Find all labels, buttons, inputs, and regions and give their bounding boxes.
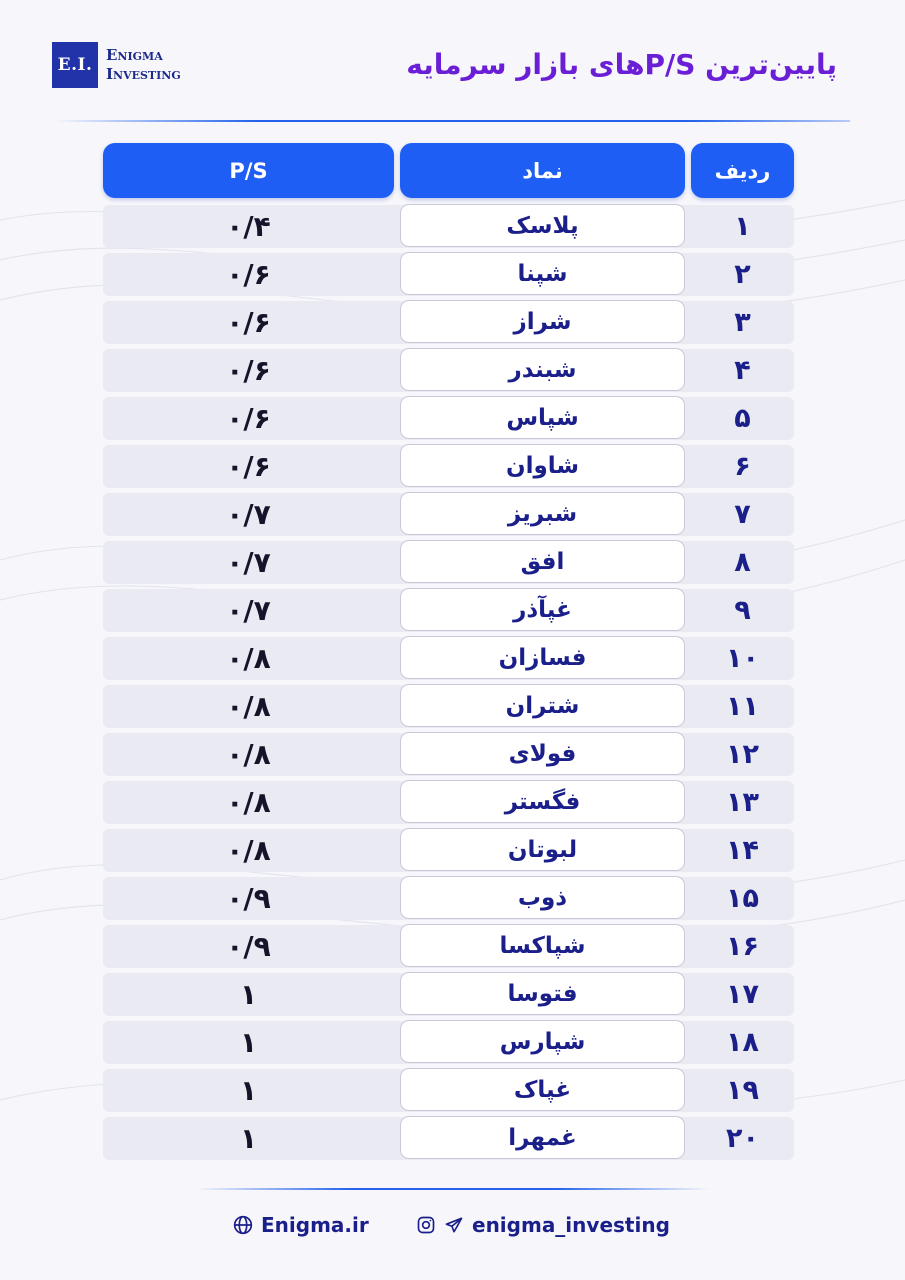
ps-value: ۰/۸ <box>226 738 271 771</box>
column-header-ps: P/S <box>103 143 394 198</box>
symbol-cell: لبوتان <box>400 828 685 871</box>
symbol-cell: شاوان <box>400 444 685 487</box>
rank-cell: ۱ <box>734 211 751 242</box>
symbol-cell: ذوب <box>400 876 685 919</box>
ps-value: ۱ <box>239 978 258 1011</box>
header-divider <box>55 120 850 122</box>
symbol-cell: شپنا <box>400 252 685 295</box>
page-title: پایین‌ترین P/Sهای بازار سرمایه <box>406 48 837 81</box>
rank-cell: ۱۱ <box>726 691 759 722</box>
table-row <box>103 491 794 539</box>
rank-cell: ۳ <box>734 307 751 338</box>
logo-line-2: Investing <box>106 65 181 83</box>
rank-cell: ۶ <box>734 451 751 482</box>
symbol-cell: غپاک <box>400 1068 685 1111</box>
column-header-symbol: نماد <box>400 143 685 198</box>
rank-cell: ۴ <box>734 355 751 386</box>
table-row <box>103 251 794 299</box>
ps-value: ۰/۸ <box>226 834 271 867</box>
table-row <box>103 635 794 683</box>
symbol-cell: شپارس <box>400 1020 685 1063</box>
ps-value: ۱ <box>239 1074 258 1107</box>
symbol-cell: افق <box>400 540 685 583</box>
website-text[interactable]: Enigma.ir <box>261 1213 369 1237</box>
rank-cell: ۱۹ <box>726 1075 759 1106</box>
ps-value: ۰/۷ <box>226 546 271 579</box>
globe-icon <box>233 1215 253 1235</box>
table-row <box>103 587 794 635</box>
rank-cell: ۹ <box>734 595 751 626</box>
ps-value: ۰/۹ <box>226 930 271 963</box>
symbol-cell: شبندر <box>400 348 685 391</box>
footer-website[interactable] <box>233 1207 369 1243</box>
ps-value: ۰/۸ <box>226 690 271 723</box>
table-row <box>103 443 794 491</box>
footer-divider <box>195 1188 710 1190</box>
table-row <box>103 1115 794 1163</box>
ps-value: ۰/۸ <box>226 642 271 675</box>
symbol-cell: شپاکسا <box>400 924 685 967</box>
table-row <box>103 299 794 347</box>
table-row <box>103 731 794 779</box>
symbol-cell: شپاس <box>400 396 685 439</box>
logo-mark: E.I. <box>52 42 98 88</box>
symbol-cell: شراز <box>400 300 685 343</box>
rank-cell: ۵ <box>734 403 751 434</box>
symbol-cell: غمهرا <box>400 1116 685 1159</box>
rank-cell: ۷ <box>734 499 751 530</box>
symbol-cell: فسازان <box>400 636 685 679</box>
rank-cell: ۸ <box>734 547 751 578</box>
telegram-icon <box>444 1215 464 1235</box>
symbol-cell: فتوسا <box>400 972 685 1015</box>
instagram-icon <box>416 1215 436 1235</box>
symbol-cell: پلاسک <box>400 204 685 247</box>
ps-value: ۰/۶ <box>226 402 271 435</box>
symbol-cell: شبریز <box>400 492 685 535</box>
ps-value: ۰/۷ <box>226 498 271 531</box>
ps-value: ۰/۶ <box>226 306 271 339</box>
rank-cell: ۱۸ <box>726 1027 759 1058</box>
rank-cell: ۲۰ <box>726 1123 759 1154</box>
table-row <box>103 683 794 731</box>
table-row <box>103 971 794 1019</box>
ps-value: ۰/۷ <box>226 594 271 627</box>
table-row <box>103 1019 794 1067</box>
rank-cell: ۱۵ <box>726 883 759 914</box>
ps-value: ۰/۹ <box>226 882 271 915</box>
rank-cell: ۱۲ <box>726 739 759 770</box>
logo-text <box>106 46 181 84</box>
symbol-cell: فولای <box>400 732 685 775</box>
rank-cell: ۱۴ <box>726 835 759 866</box>
table-row <box>103 827 794 875</box>
rank-cell: ۱۷ <box>726 979 759 1010</box>
brand-logo <box>52 42 181 88</box>
rank-cell: ۲ <box>734 259 751 290</box>
ps-value: ۱ <box>239 1122 258 1155</box>
table-row <box>103 1067 794 1115</box>
table-row <box>103 875 794 923</box>
rank-cell: ۱۳ <box>726 787 759 818</box>
symbol-cell: فگستر <box>400 780 685 823</box>
table-row <box>103 395 794 443</box>
ps-value: ۰/۴ <box>226 210 271 243</box>
table-row <box>103 923 794 971</box>
table-row <box>103 539 794 587</box>
symbol-cell: شتران <box>400 684 685 727</box>
symbol-cell: غپآذر <box>400 588 685 631</box>
rank-cell: ۱۰ <box>726 643 759 674</box>
rank-cell: ۱۶ <box>726 931 759 962</box>
column-header-rank: ردیف <box>691 143 794 198</box>
ps-table <box>103 203 794 1163</box>
footer-social[interactable] <box>416 1207 670 1243</box>
table-row <box>103 203 794 251</box>
ps-value: ۱ <box>239 1026 258 1059</box>
ps-value: ۰/۶ <box>226 258 271 291</box>
table-row <box>103 347 794 395</box>
table-row <box>103 779 794 827</box>
social-handle-text[interactable]: enigma_investing <box>472 1213 670 1237</box>
logo-line-1: Enigma <box>106 46 163 64</box>
ps-value: ۰/۶ <box>226 354 271 387</box>
ps-value: ۰/۸ <box>226 786 271 819</box>
ps-value: ۰/۶ <box>226 450 271 483</box>
